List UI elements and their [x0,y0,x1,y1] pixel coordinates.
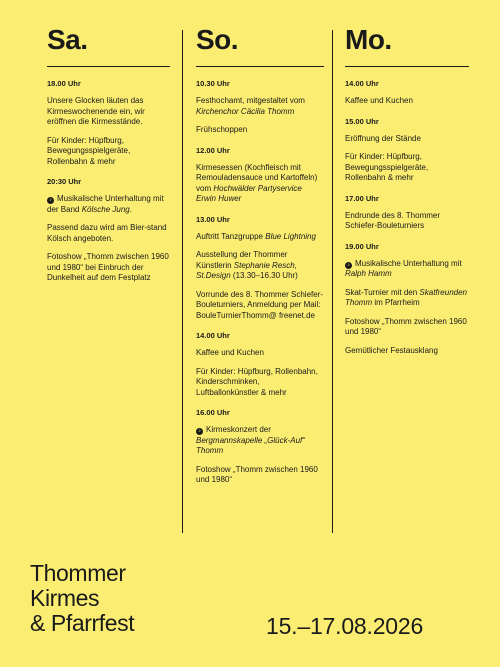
event-text: ♪Musikalische Unterhaltung mit Ralph Hamm [345,259,469,280]
event-text: Ausstellung der Thommer Künstlerin Stephanie Resch, St.Design (13.30–16.30 Uhr) [196,250,298,281]
event-text: Für Kinder: Hüpfburg, Bewegungsspielgeräte, Rollenbahn & mehr [47,135,131,166]
time-label: 20:30 Uhr [47,177,82,187]
day-heading: Sa. [47,24,88,55]
column-divider [182,30,183,533]
time-label: 13.00 Uhr [196,214,230,224]
event-text: Für Kinder: Hüpfburg, Bewegungsspielgeräte, Rollenbahn & mehr [345,152,429,183]
divider [345,66,469,67]
event-date: 15.–17.08.2026 [266,613,424,639]
event-text: ♪Kirmeskonzert der Bergmannskapelle „Glück-Auf“ Thomm [196,425,324,457]
music-note-icon [345,262,352,269]
column-monday [345,24,469,364]
time-label: 14.00 Uhr [345,79,379,89]
music-note-icon [196,428,203,435]
time-label: 16.00 Uhr [196,408,230,418]
time-label: 19.00 Uhr [345,241,379,251]
event-text: Fotoshow „Thomm zwischen 1960 und 1980“ bei Einbruch der Dunkelheit auf dem Festplatz [47,252,169,283]
column-sunday [196,24,324,494]
event-text: Kaffee und Kuchen [345,96,413,106]
divider [196,66,324,67]
event-text: Für Kinder: Hüpfburg, Rollenbahn, Kinderschminken, Luftballonkünstler & mehr [196,366,318,397]
event-text: Gemütlicher Festausklang [345,345,438,355]
event-text: Vorrunde des 8. Thommer Schiefer-Bouleturniers, Anmeldung per Mail: BouleTurnierThomm@ freenet.de [196,289,324,320]
event-text: Auftritt Tanzgruppe Blue Lightning [196,231,316,241]
event-text: ♪Musikalische Unterhaltung mit der Band Kölsche Jung. [47,194,170,215]
event-text: Kirmesessen (Kochfleisch mit Remouladensauce und Kartoffeln) vom Hochwälder Partyservice Erwin Huwer [196,162,318,204]
time-label: 10.30 Uhr [196,79,230,89]
event-title: Thommer Kirmes & Pfarrfest [30,560,135,636]
time-label: 12.00 Uhr [196,145,230,155]
event-text: Festhochamt, mitgestaltet vom Kirchenchor Cäcilia Thomm [196,96,305,116]
event-text: Eröffnung der Stände [345,133,421,143]
time-label: 14.00 Uhr [196,331,230,341]
event-text: Skat-Turnier mit den Skatfreunden Thomm im Pfarrheim [345,287,467,308]
day-heading: Mo. [345,24,392,55]
event-text: Kaffee und Kuchen [196,348,264,358]
divider [47,66,170,67]
column-saturday [47,24,170,292]
time-label: 17.00 Uhr [345,193,379,203]
event-text: Passend dazu wird am Bier-stand Kölsch angeboten. [47,223,167,243]
event-text: Fotoshow „Thomm zwischen 1960 und 1980“ [196,464,318,485]
day-heading: So. [196,24,239,55]
event-text: Frühschoppen [196,125,248,135]
column-divider [332,30,333,533]
time-label: 18.00 Uhr [47,79,81,89]
music-note-icon [47,197,54,204]
event-text: Unsere Glocken läuten das Kirmeswochenende ein, wir eröffnen die Kirmesstände. [47,96,145,127]
event-text: Endrunde des 8. Thommer Schiefer-Bouleturniers [345,210,441,231]
event-text: Fotoshow „Thomm zwischen 1960 und 1980“ [345,316,467,337]
time-label: 15.00 Uhr [345,116,379,126]
